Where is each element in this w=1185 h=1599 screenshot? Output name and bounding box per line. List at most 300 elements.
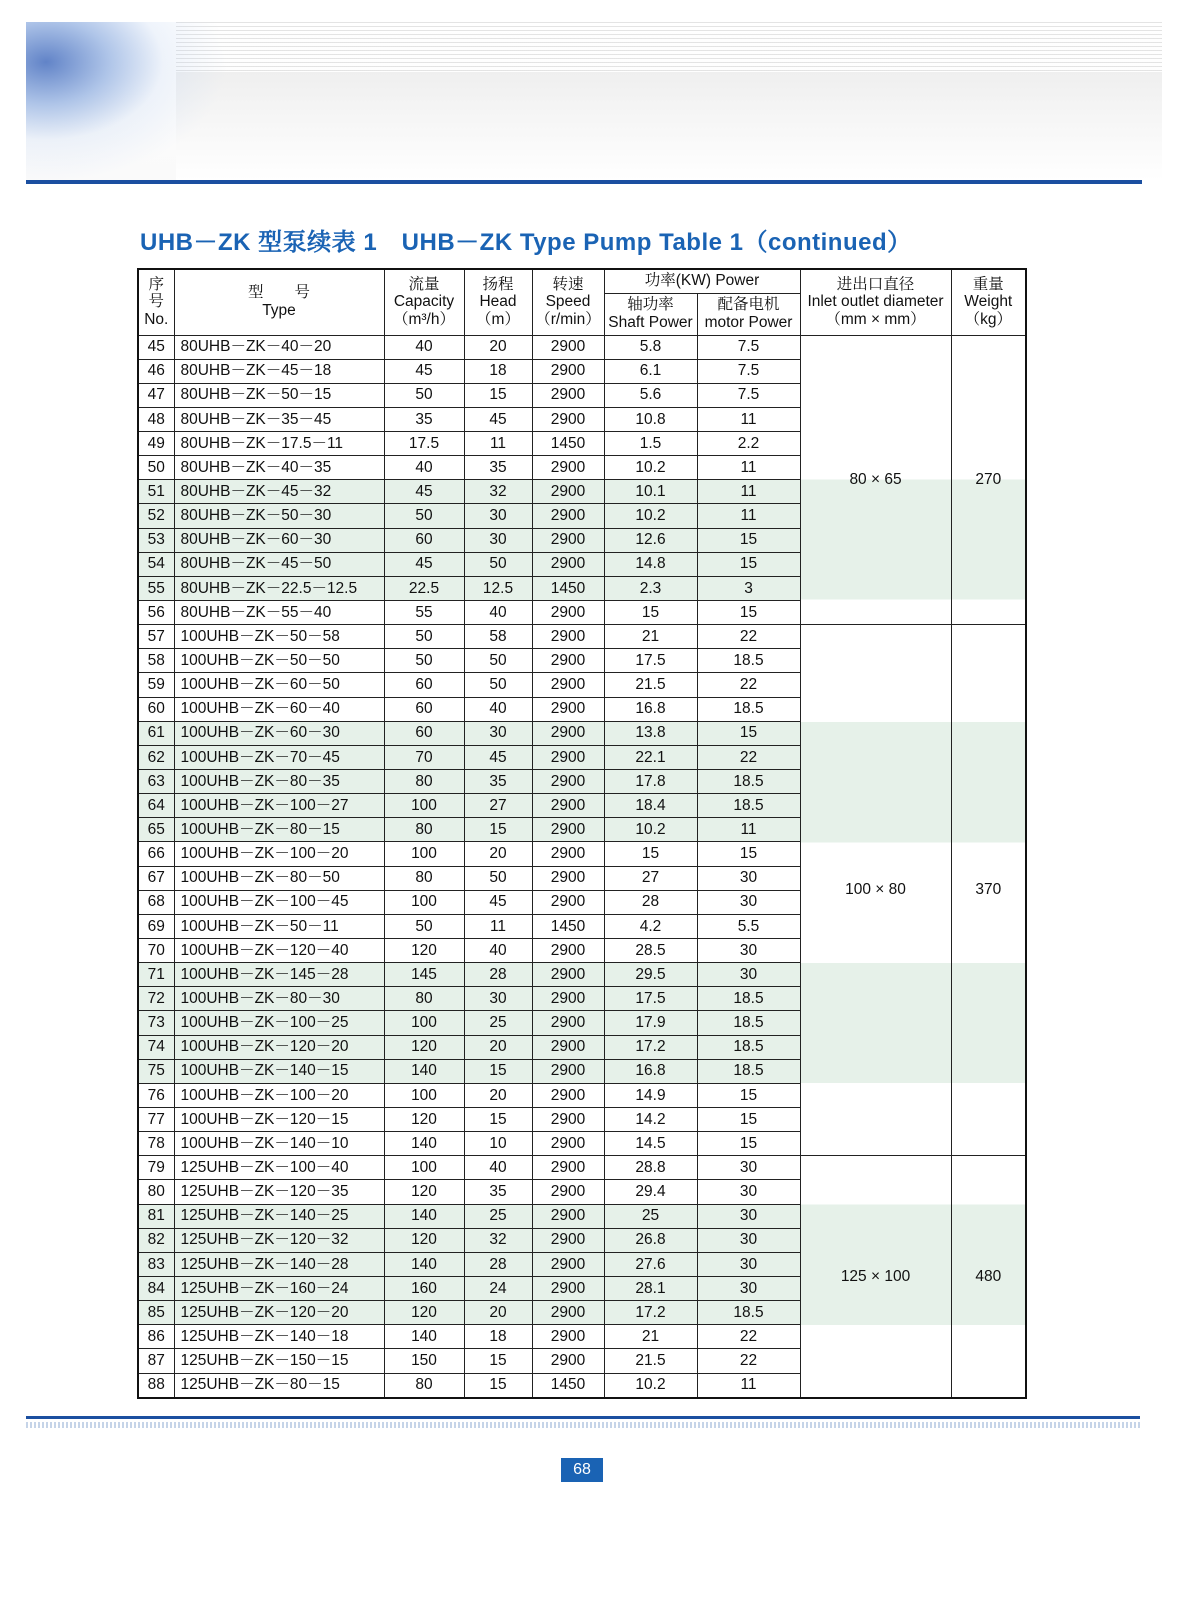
cell-motor-power: 3 <box>697 576 800 600</box>
cell-type: 80UHB－ZK－17.5－11 <box>174 432 384 456</box>
cell-head: 20 <box>464 1301 532 1325</box>
header-power: 功率(KW) Power <box>604 269 800 293</box>
cell-type: 100UHB－ZK－100－20 <box>174 842 384 866</box>
cell-head: 40 <box>464 601 532 625</box>
cell-speed: 2900 <box>532 842 604 866</box>
header-weight-en: Weight <box>964 293 1013 311</box>
banner-fade <box>176 72 1162 180</box>
cell-head: 25 <box>464 1011 532 1035</box>
cell-speed: 2900 <box>532 818 604 842</box>
cell-no: 48 <box>138 407 174 431</box>
cell-shaft-power: 21 <box>604 1325 697 1349</box>
cell-capacity: 80 <box>384 866 464 890</box>
cell-type: 80UHB－ZK－22.5－12.5 <box>174 576 384 600</box>
cell-no: 53 <box>138 528 174 552</box>
header-head-unit: （m） <box>476 311 520 329</box>
cell-speed: 2900 <box>532 673 604 697</box>
cell-speed: 2900 <box>532 721 604 745</box>
cell-no: 45 <box>138 335 174 359</box>
cell-capacity: 120 <box>384 1108 464 1132</box>
header-head-en: Head <box>479 293 517 311</box>
cell-capacity: 50 <box>384 914 464 938</box>
cell-motor-power: 18.5 <box>697 1011 800 1035</box>
cell-shaft-power: 29.4 <box>604 1180 697 1204</box>
cell-shaft-power: 10.8 <box>604 407 697 431</box>
cell-head: 45 <box>464 745 532 769</box>
cell-shaft-power: 4.2 <box>604 914 697 938</box>
header-shaft-cn: 轴功率 <box>627 296 674 314</box>
cell-no: 73 <box>138 1011 174 1035</box>
cell-head: 11 <box>464 914 532 938</box>
cell-no: 55 <box>138 576 174 600</box>
cell-shaft-power: 5.6 <box>604 383 697 407</box>
cell-motor-power: 18.5 <box>697 1301 800 1325</box>
header-no <box>138 269 174 335</box>
cell-head: 15 <box>464 1108 532 1132</box>
cell-head: 15 <box>464 1349 532 1373</box>
pump-table <box>137 268 1027 1399</box>
cell-speed: 2900 <box>532 1011 604 1035</box>
cell-type: 80UHB－ZK－40－35 <box>174 456 384 480</box>
cell-head: 30 <box>464 528 532 552</box>
cell-no: 56 <box>138 601 174 625</box>
cell-shaft-power: 21 <box>604 625 697 649</box>
cell-shaft-power: 1.5 <box>604 432 697 456</box>
cell-capacity: 160 <box>384 1276 464 1300</box>
cell-shaft-power: 6.1 <box>604 359 697 383</box>
cell-speed: 2900 <box>532 1035 604 1059</box>
cell-type: 125UHB－ZK－140－28 <box>174 1252 384 1276</box>
cell-type: 125UHB－ZK－80－15 <box>174 1373 384 1398</box>
cell-type: 80UHB－ZK－45－32 <box>174 480 384 504</box>
cell-motor-power: 18.5 <box>697 794 800 818</box>
header-type-en: Type <box>262 302 296 320</box>
cell-weight: 270 <box>951 335 1026 625</box>
cell-capacity: 145 <box>384 963 464 987</box>
cell-no: 66 <box>138 842 174 866</box>
cell-shaft-power: 25 <box>604 1204 697 1228</box>
cell-head: 25 <box>464 1204 532 1228</box>
cell-head: 30 <box>464 987 532 1011</box>
cell-capacity: 40 <box>384 456 464 480</box>
cell-no: 54 <box>138 552 174 576</box>
cell-speed: 2900 <box>532 383 604 407</box>
cell-type: 80UHB－ZK－50－15 <box>174 383 384 407</box>
cell-capacity: 50 <box>384 625 464 649</box>
cell-head: 10 <box>464 1132 532 1156</box>
cell-no: 86 <box>138 1325 174 1349</box>
cell-type: 80UHB－ZK－60－30 <box>174 528 384 552</box>
cell-type: 80UHB－ZK－45－50 <box>174 552 384 576</box>
cell-speed: 2900 <box>532 1228 604 1252</box>
cell-head: 50 <box>464 673 532 697</box>
cell-head: 58 <box>464 625 532 649</box>
cell-motor-power: 7.5 <box>697 359 800 383</box>
cell-motor-power: 18.5 <box>697 1059 800 1083</box>
header-head-cn: 扬程 <box>482 275 514 293</box>
header-rule <box>26 180 1142 184</box>
cell-shaft-power: 27.6 <box>604 1252 697 1276</box>
cell-motor-power: 15 <box>697 721 800 745</box>
cell-no: 84 <box>138 1276 174 1300</box>
header-no-cn: 序 号 <box>148 275 164 311</box>
cell-no: 65 <box>138 818 174 842</box>
cell-shaft-power: 5.8 <box>604 335 697 359</box>
cell-capacity: 17.5 <box>384 432 464 456</box>
table-body <box>138 335 1026 1398</box>
header-speed-cn: 转速 <box>552 275 584 293</box>
cell-speed: 2900 <box>532 1156 604 1180</box>
cell-head: 50 <box>464 552 532 576</box>
cell-head: 27 <box>464 794 532 818</box>
cell-no: 87 <box>138 1349 174 1373</box>
cell-shaft-power: 14.9 <box>604 1083 697 1107</box>
cell-capacity: 120 <box>384 1180 464 1204</box>
cell-speed: 2900 <box>532 335 604 359</box>
cell-motor-power: 11 <box>697 480 800 504</box>
cell-type: 100UHB－ZK－100－20 <box>174 1083 384 1107</box>
cell-no: 62 <box>138 745 174 769</box>
header-motor-en: motor Power <box>704 314 793 331</box>
cell-head: 35 <box>464 770 532 794</box>
cell-capacity: 60 <box>384 697 464 721</box>
header-speed-unit: （r/min） <box>535 311 601 329</box>
cell-type: 125UHB－ZK－120－20 <box>174 1301 384 1325</box>
header-capacity-cn: 流量 <box>408 275 440 293</box>
cell-speed: 1450 <box>532 1373 604 1398</box>
cell-speed: 2900 <box>532 1349 604 1373</box>
cell-shaft-power: 29.5 <box>604 963 697 987</box>
cell-capacity: 22.5 <box>384 576 464 600</box>
cell-motor-power: 30 <box>697 963 800 987</box>
cell-speed: 2900 <box>532 528 604 552</box>
cell-type: 125UHB－ZK－160－24 <box>174 1276 384 1300</box>
header-type <box>174 269 384 335</box>
cell-head: 40 <box>464 1156 532 1180</box>
cell-capacity: 80 <box>384 818 464 842</box>
cell-type: 125UHB－ZK－100－40 <box>174 1156 384 1180</box>
cell-weight: 370 <box>951 625 1026 1156</box>
cell-no: 61 <box>138 721 174 745</box>
cell-capacity: 100 <box>384 1083 464 1107</box>
header-head <box>464 269 532 335</box>
cell-capacity: 45 <box>384 552 464 576</box>
cell-capacity: 150 <box>384 1349 464 1373</box>
cell-head: 40 <box>464 939 532 963</box>
header-shaft-en: Shaft Power <box>608 314 693 331</box>
cell-type: 100UHB－ZK－60－50 <box>174 673 384 697</box>
cell-type: 100UHB－ZK－100－27 <box>174 794 384 818</box>
cell-type: 100UHB－ZK－140－15 <box>174 1059 384 1083</box>
cell-no: 64 <box>138 794 174 818</box>
cell-capacity: 120 <box>384 1035 464 1059</box>
cell-shaft-power: 22.1 <box>604 745 697 769</box>
cell-capacity: 50 <box>384 383 464 407</box>
cell-speed: 2900 <box>532 770 604 794</box>
cell-no: 57 <box>138 625 174 649</box>
table-header <box>138 269 1026 335</box>
header-shaft-power <box>604 293 697 335</box>
cell-no: 82 <box>138 1228 174 1252</box>
cell-head: 45 <box>464 407 532 431</box>
cell-no: 77 <box>138 1108 174 1132</box>
cell-no: 70 <box>138 939 174 963</box>
cell-no: 46 <box>138 359 174 383</box>
cell-motor-power: 11 <box>697 504 800 528</box>
cell-shaft-power: 17.2 <box>604 1035 697 1059</box>
header-diameter-en: Inlet outlet diameter <box>807 293 944 311</box>
cell-head: 12.5 <box>464 576 532 600</box>
cell-no: 76 <box>138 1083 174 1107</box>
header-speed <box>532 269 604 335</box>
cell-head: 18 <box>464 359 532 383</box>
cell-motor-power: 15 <box>697 528 800 552</box>
cell-motor-power: 22 <box>697 1325 800 1349</box>
cell-motor-power: 11 <box>697 818 800 842</box>
cell-capacity: 140 <box>384 1204 464 1228</box>
footer-rule <box>26 1416 1140 1419</box>
header-banner <box>26 22 1162 180</box>
cell-motor-power: 30 <box>697 1276 800 1300</box>
cell-shaft-power: 28 <box>604 890 697 914</box>
cell-motor-power: 7.5 <box>697 335 800 359</box>
cell-diameter: 80 × 65 <box>800 335 951 625</box>
header-diameter-unit: （mm × mm） <box>825 311 926 329</box>
cell-speed: 2900 <box>532 1108 604 1132</box>
cell-type: 125UHB－ZK－140－18 <box>174 1325 384 1349</box>
cell-speed: 2900 <box>532 359 604 383</box>
cell-capacity: 100 <box>384 1156 464 1180</box>
cell-speed: 2900 <box>532 794 604 818</box>
cell-type: 100UHB－ZK－50－50 <box>174 649 384 673</box>
cell-head: 15 <box>464 1373 532 1398</box>
cell-type: 80UHB－ZK－50－30 <box>174 504 384 528</box>
header-diameter <box>800 269 951 335</box>
cell-shaft-power: 14.2 <box>604 1108 697 1132</box>
cell-capacity: 100 <box>384 842 464 866</box>
cell-diameter: 125 × 100 <box>800 1156 951 1398</box>
header-capacity-en: Capacity <box>393 293 455 311</box>
cell-shaft-power: 17.9 <box>604 1011 697 1035</box>
cell-motor-power: 22 <box>697 1349 800 1373</box>
cell-shaft-power: 10.2 <box>604 504 697 528</box>
cell-motor-power: 30 <box>697 890 800 914</box>
cell-shaft-power: 12.6 <box>604 528 697 552</box>
cell-weight: 480 <box>951 1156 1026 1398</box>
cell-no: 83 <box>138 1252 174 1276</box>
cell-motor-power: 30 <box>697 866 800 890</box>
banner-lines <box>176 22 1162 72</box>
cell-motor-power: 30 <box>697 1252 800 1276</box>
cell-motor-power: 18.5 <box>697 697 800 721</box>
cell-shaft-power: 18.4 <box>604 794 697 818</box>
cell-capacity: 70 <box>384 745 464 769</box>
cell-speed: 2900 <box>532 1301 604 1325</box>
cell-head: 50 <box>464 866 532 890</box>
header-diameter-cn: 进出口直径 <box>836 275 915 293</box>
cell-capacity: 60 <box>384 721 464 745</box>
cell-capacity: 100 <box>384 1011 464 1035</box>
cell-speed: 2900 <box>532 1083 604 1107</box>
cell-speed: 2900 <box>532 456 604 480</box>
cell-no: 79 <box>138 1156 174 1180</box>
cell-no: 69 <box>138 914 174 938</box>
cell-type: 125UHB－ZK－140－25 <box>174 1204 384 1228</box>
cell-head: 11 <box>464 432 532 456</box>
cell-no: 75 <box>138 1059 174 1083</box>
cell-head: 45 <box>464 890 532 914</box>
cell-capacity: 60 <box>384 528 464 552</box>
cell-head: 28 <box>464 1252 532 1276</box>
cell-no: 58 <box>138 649 174 673</box>
cell-speed: 2900 <box>532 601 604 625</box>
cell-head: 24 <box>464 1276 532 1300</box>
cell-type: 100UHB－ZK－60－30 <box>174 721 384 745</box>
cell-type: 80UHB－ZK－40－20 <box>174 335 384 359</box>
cell-type: 100UHB－ZK－100－45 <box>174 890 384 914</box>
cell-shaft-power: 28.1 <box>604 1276 697 1300</box>
cell-head: 32 <box>464 1228 532 1252</box>
cell-shaft-power: 17.8 <box>604 770 697 794</box>
cell-shaft-power: 28.8 <box>604 1156 697 1180</box>
cell-shaft-power: 16.8 <box>604 1059 697 1083</box>
cell-motor-power: 5.5 <box>697 914 800 938</box>
cell-shaft-power: 15 <box>604 601 697 625</box>
cell-motor-power: 11 <box>697 407 800 431</box>
cell-type: 100UHB－ZK－120－20 <box>174 1035 384 1059</box>
cell-no: 67 <box>138 866 174 890</box>
cell-capacity: 45 <box>384 480 464 504</box>
header-weight-unit: （kg） <box>964 311 1012 329</box>
cell-capacity: 120 <box>384 939 464 963</box>
cell-type: 100UHB－ZK－80－50 <box>174 866 384 890</box>
cell-motor-power: 11 <box>697 1373 800 1398</box>
cell-motor-power: 15 <box>697 842 800 866</box>
cell-motor-power: 22 <box>697 673 800 697</box>
cell-type: 125UHB－ZK－120－35 <box>174 1180 384 1204</box>
cell-type: 80UHB－ZK－55－40 <box>174 601 384 625</box>
cell-capacity: 140 <box>384 1132 464 1156</box>
cell-speed: 2900 <box>532 1252 604 1276</box>
page-number: 68 <box>561 1458 603 1482</box>
cell-shaft-power: 26.8 <box>604 1228 697 1252</box>
cell-head: 20 <box>464 842 532 866</box>
cell-capacity: 50 <box>384 504 464 528</box>
cell-motor-power: 18.5 <box>697 987 800 1011</box>
cell-capacity: 120 <box>384 1228 464 1252</box>
cell-speed: 2900 <box>532 939 604 963</box>
cell-capacity: 140 <box>384 1059 464 1083</box>
cell-capacity: 55 <box>384 601 464 625</box>
cell-speed: 2900 <box>532 1132 604 1156</box>
cell-speed: 1450 <box>532 914 604 938</box>
header-weight <box>951 269 1026 335</box>
cell-type: 100UHB－ZK－145－28 <box>174 963 384 987</box>
cell-head: 40 <box>464 697 532 721</box>
cell-no: 63 <box>138 770 174 794</box>
cell-motor-power: 15 <box>697 552 800 576</box>
cell-capacity: 80 <box>384 770 464 794</box>
cell-head: 20 <box>464 1083 532 1107</box>
cell-no: 74 <box>138 1035 174 1059</box>
cell-capacity: 40 <box>384 335 464 359</box>
cell-speed: 2900 <box>532 1325 604 1349</box>
cell-capacity: 80 <box>384 987 464 1011</box>
cell-head: 15 <box>464 1059 532 1083</box>
cell-shaft-power: 10.2 <box>604 818 697 842</box>
cell-capacity: 100 <box>384 794 464 818</box>
cell-shaft-power: 17.5 <box>604 649 697 673</box>
cell-shaft-power: 10.2 <box>604 1373 697 1398</box>
cell-type: 100UHB－ZK－60－40 <box>174 697 384 721</box>
cell-no: 78 <box>138 1132 174 1156</box>
cell-head: 50 <box>464 649 532 673</box>
cell-motor-power: 22 <box>697 745 800 769</box>
cell-type: 125UHB－ZK－120－32 <box>174 1228 384 1252</box>
cell-head: 30 <box>464 504 532 528</box>
cell-type: 100UHB－ZK－120－40 <box>174 939 384 963</box>
cell-speed: 2900 <box>532 552 604 576</box>
cell-head: 35 <box>464 1180 532 1204</box>
cell-type: 80UHB－ZK－45－18 <box>174 359 384 383</box>
cell-speed: 2900 <box>532 625 604 649</box>
cell-motor-power: 15 <box>697 1108 800 1132</box>
cell-motor-power: 30 <box>697 1228 800 1252</box>
cell-type: 100UHB－ZK－80－15 <box>174 818 384 842</box>
cell-capacity: 120 <box>384 1301 464 1325</box>
cell-type: 100UHB－ZK－120－15 <box>174 1108 384 1132</box>
cell-shaft-power: 10.1 <box>604 480 697 504</box>
cell-head: 30 <box>464 721 532 745</box>
header-weight-cn: 重量 <box>972 275 1004 293</box>
cell-type: 80UHB－ZK－35－45 <box>174 407 384 431</box>
cell-speed: 2900 <box>532 1276 604 1300</box>
cell-shaft-power: 14.5 <box>604 1132 697 1156</box>
cell-speed: 2900 <box>532 504 604 528</box>
cell-capacity: 80 <box>384 1373 464 1398</box>
cell-shaft-power: 10.2 <box>604 456 697 480</box>
cell-shaft-power: 17.5 <box>604 987 697 1011</box>
cell-head: 28 <box>464 963 532 987</box>
cell-shaft-power: 16.8 <box>604 697 697 721</box>
cell-type: 100UHB－ZK－50－11 <box>174 914 384 938</box>
cell-motor-power: 18.5 <box>697 770 800 794</box>
cell-head: 20 <box>464 1035 532 1059</box>
banner-swirl-graphic <box>26 22 256 180</box>
cell-capacity: 60 <box>384 673 464 697</box>
header-motor-power <box>697 293 800 335</box>
table-row <box>138 625 1026 649</box>
cell-shaft-power: 2.3 <box>604 576 697 600</box>
cell-motor-power: 2.2 <box>697 432 800 456</box>
cell-shaft-power: 17.2 <box>604 1301 697 1325</box>
cell-speed: 2900 <box>532 649 604 673</box>
cell-speed: 1450 <box>532 576 604 600</box>
cell-motor-power: 30 <box>697 1156 800 1180</box>
header-no-en: No. <box>144 311 169 329</box>
cell-capacity: 50 <box>384 649 464 673</box>
cell-head: 15 <box>464 383 532 407</box>
cell-type: 100UHB－ZK－140－10 <box>174 1132 384 1156</box>
cell-type: 100UHB－ZK－80－35 <box>174 770 384 794</box>
cell-shaft-power: 21.5 <box>604 1349 697 1373</box>
cell-type: 100UHB－ZK－50－58 <box>174 625 384 649</box>
cell-capacity: 35 <box>384 407 464 431</box>
cell-head: 18 <box>464 1325 532 1349</box>
cell-shaft-power: 14.8 <box>604 552 697 576</box>
table-row <box>138 1156 1026 1180</box>
cell-capacity: 45 <box>384 359 464 383</box>
